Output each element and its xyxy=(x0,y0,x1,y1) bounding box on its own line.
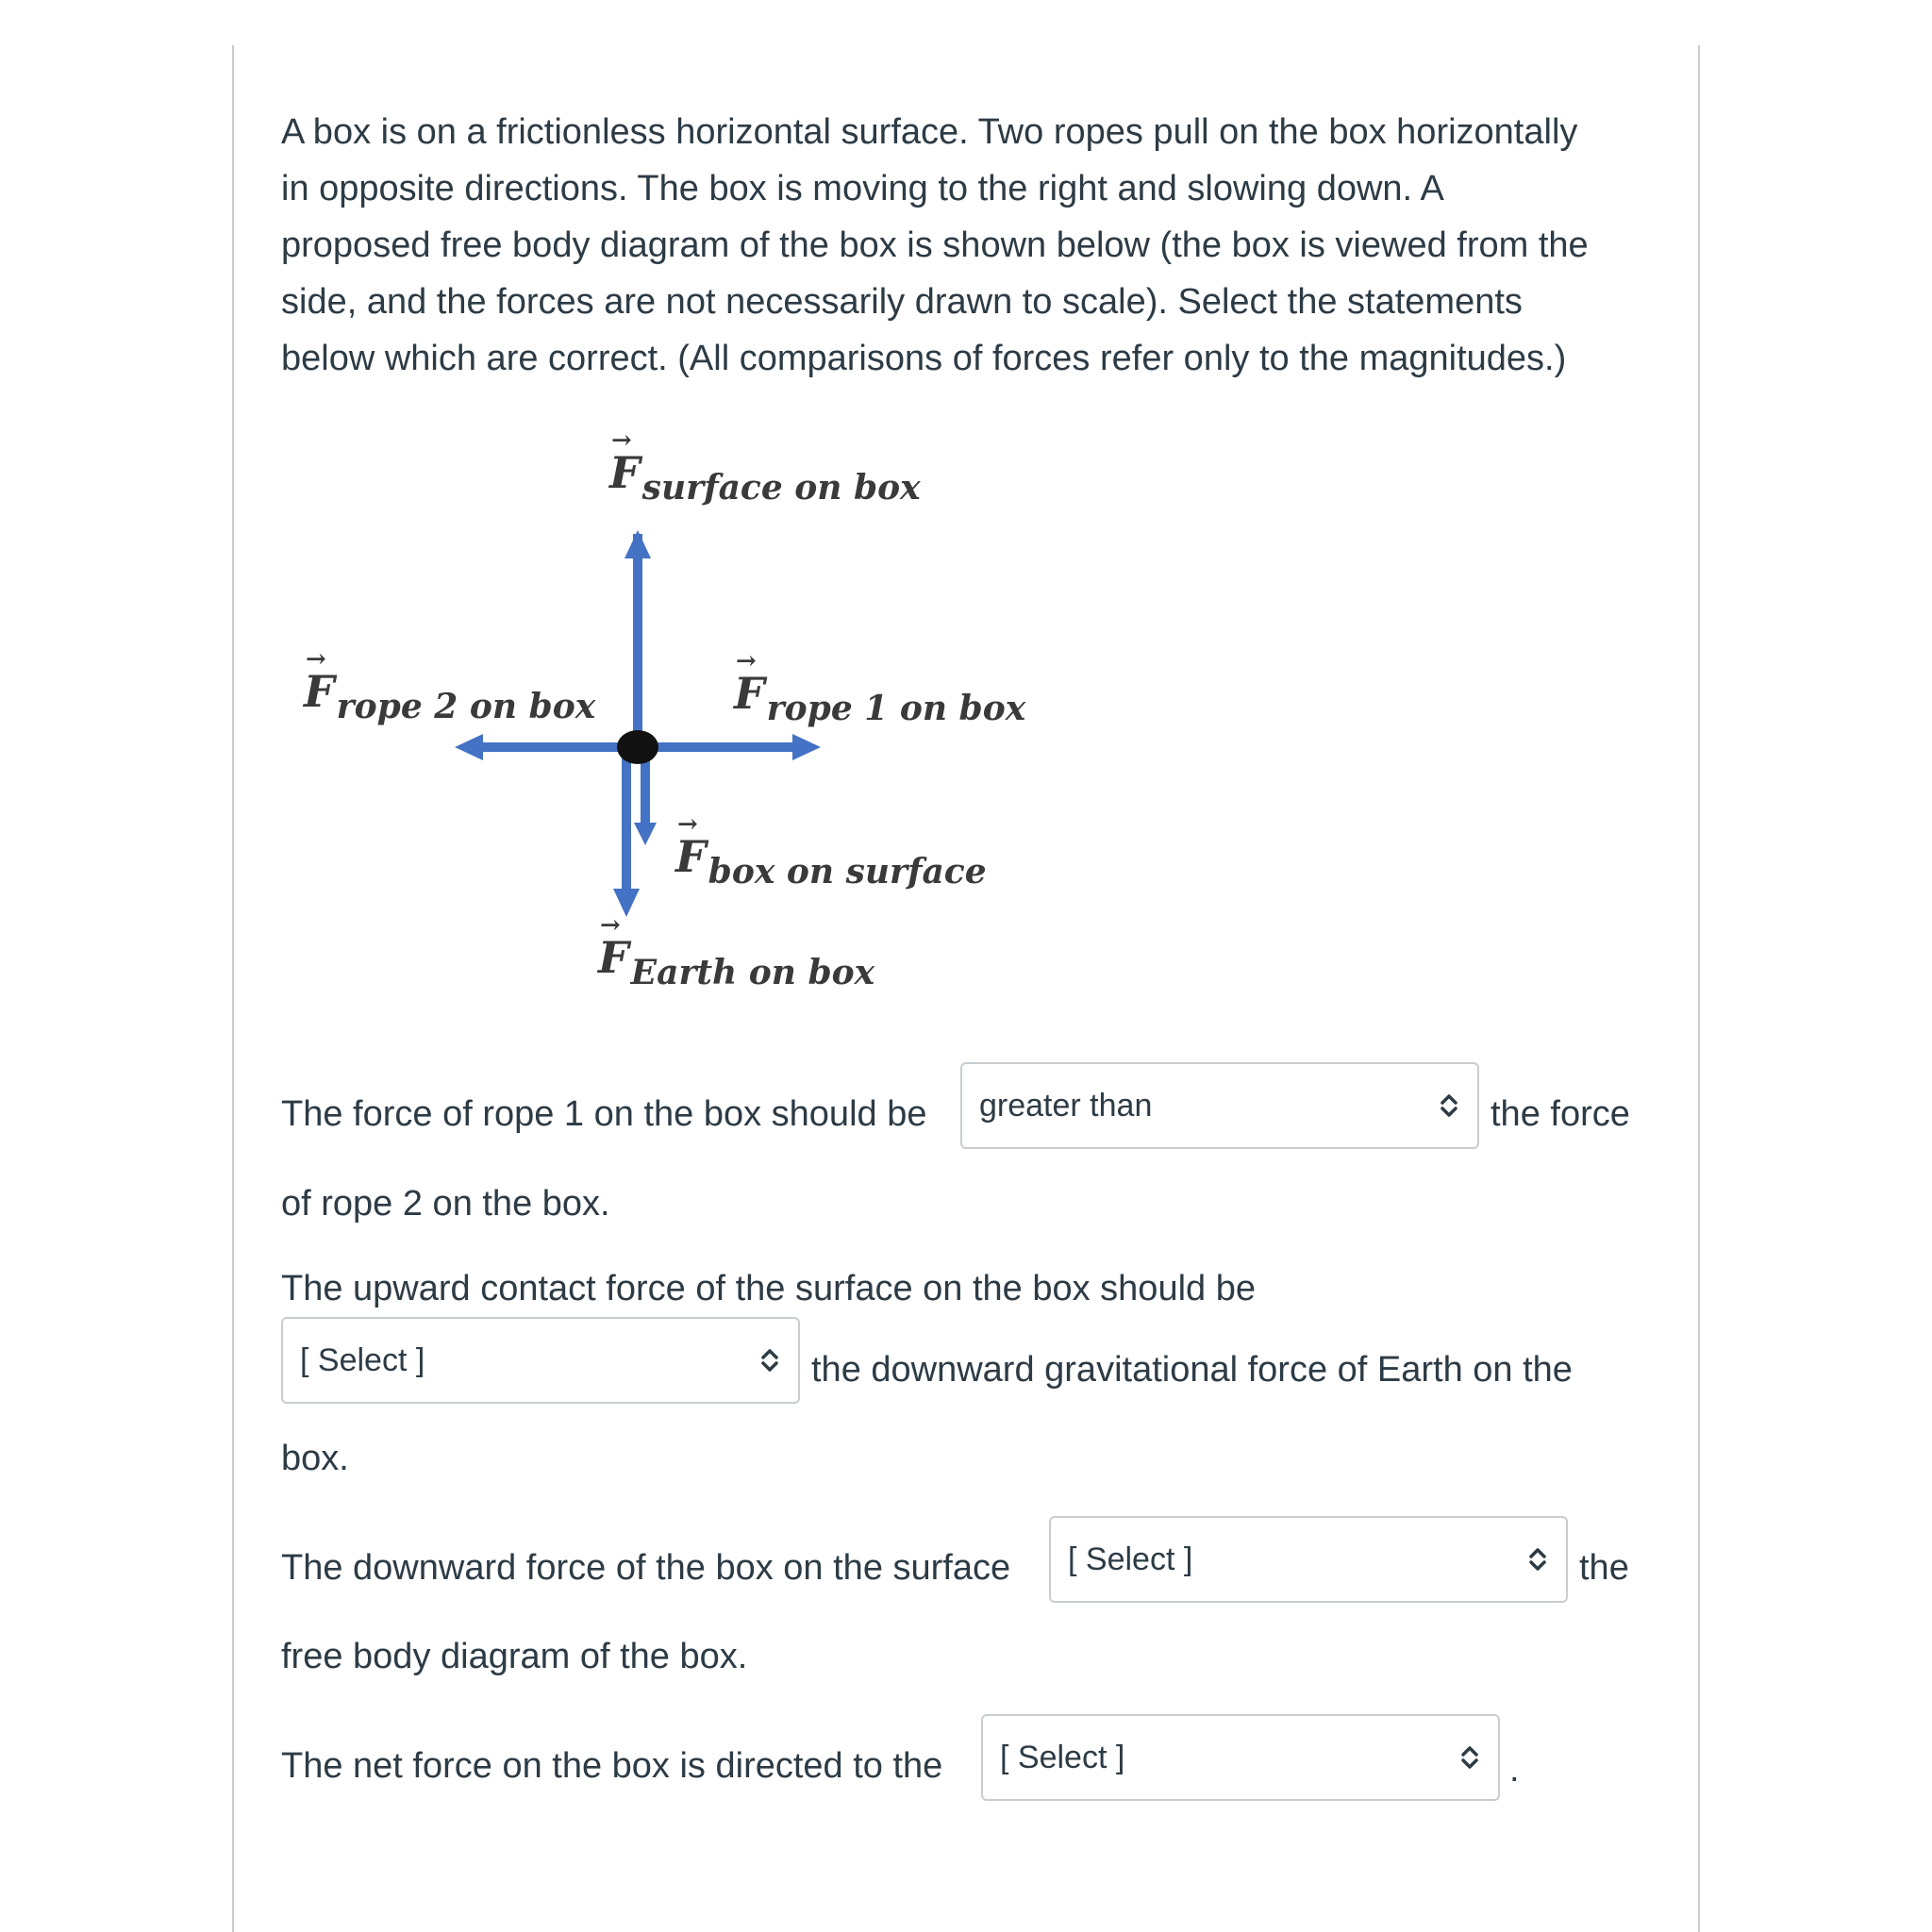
chevron-updown-icon xyxy=(1526,1543,1549,1575)
statement-4-text: The net force on the box is directed to the xyxy=(281,1746,943,1786)
label-box-on-surface xyxy=(675,831,987,891)
select-value: greater than xyxy=(979,1087,1153,1124)
statement-3-after: the xyxy=(1579,1548,1629,1588)
free-body-diagram xyxy=(281,434,1130,1019)
question-line: proposed free body diagram of the box is shown below (the box is viewed from the xyxy=(281,225,1589,265)
label-rope2-on-box xyxy=(304,666,596,726)
statement-4-select[interactable] xyxy=(981,1714,1500,1801)
statement-3-continuation: free body diagram of the box. xyxy=(281,1637,748,1676)
chevron-updown-icon xyxy=(1438,1090,1460,1122)
question-line: A box is on a frictionless horizontal surface. Two ropes pull on the box horizontally xyxy=(281,112,1578,152)
statement-3-select[interactable] xyxy=(1049,1516,1568,1603)
select-value: [ Select ] xyxy=(1068,1541,1193,1577)
statement-2-text: The upward contact force of the surface on the box should be xyxy=(281,1269,1256,1308)
arrowhead-surface-on-box xyxy=(625,530,651,558)
force-symbol: → F xyxy=(304,666,335,717)
force-subscript: rope 1 on box xyxy=(766,689,1026,728)
force-subscript: Earth on box xyxy=(630,953,875,992)
question-line: in opposite directions. The box is moving to the right and slowing down. A xyxy=(281,169,1444,208)
statement-1-after: the force xyxy=(1491,1094,1630,1134)
statement-1-continuation: of rope 2 on the box. xyxy=(281,1184,610,1224)
box-point xyxy=(617,730,658,764)
statement-2-continuation: box. xyxy=(281,1439,349,1478)
arrowhead-box-on-surface xyxy=(634,823,657,845)
statement-1-select[interactable] xyxy=(960,1062,1479,1149)
statement-1-text: The force of rope 1 on the box should be xyxy=(281,1094,927,1134)
force-symbol: → F xyxy=(598,932,629,983)
content-border-left xyxy=(232,45,234,1932)
chevron-updown-icon xyxy=(758,1344,781,1376)
force-symbol: → F xyxy=(609,447,641,498)
arrowhead-rope2-on-box xyxy=(455,734,483,760)
force-subscript: surface on box xyxy=(641,468,921,508)
question-line: side, and the forces are not necessarily drawn to scale). Select the statements xyxy=(281,282,1523,322)
label-rope1-on-box xyxy=(734,668,1026,728)
chevron-updown-icon xyxy=(1458,1741,1481,1774)
arrowhead-rope1-on-box xyxy=(792,734,821,760)
statement-2-after: the downward gravitational force of Earth on the xyxy=(811,1350,1573,1390)
content-border-right xyxy=(1698,45,1700,1932)
label-earth-on-box xyxy=(598,932,875,992)
question-text xyxy=(281,104,1655,387)
statement-4-after: . xyxy=(1509,1750,1520,1790)
force-subscript: rope 2 on box xyxy=(336,687,596,726)
statement-2-select[interactable] xyxy=(281,1317,800,1404)
force-symbol: → F xyxy=(734,668,765,719)
label-surface-on-box xyxy=(609,447,921,508)
force-symbol: → F xyxy=(675,831,707,882)
select-value: [ Select ] xyxy=(300,1341,425,1378)
select-value: [ Select ] xyxy=(1000,1739,1125,1775)
statement-3-text: The downward force of the box on the surface xyxy=(281,1548,1011,1588)
question-line: below which are correct. (All comparisons of forces refer only to the magnitudes.) xyxy=(281,339,1567,378)
force-subscript: box on surface xyxy=(708,852,987,891)
